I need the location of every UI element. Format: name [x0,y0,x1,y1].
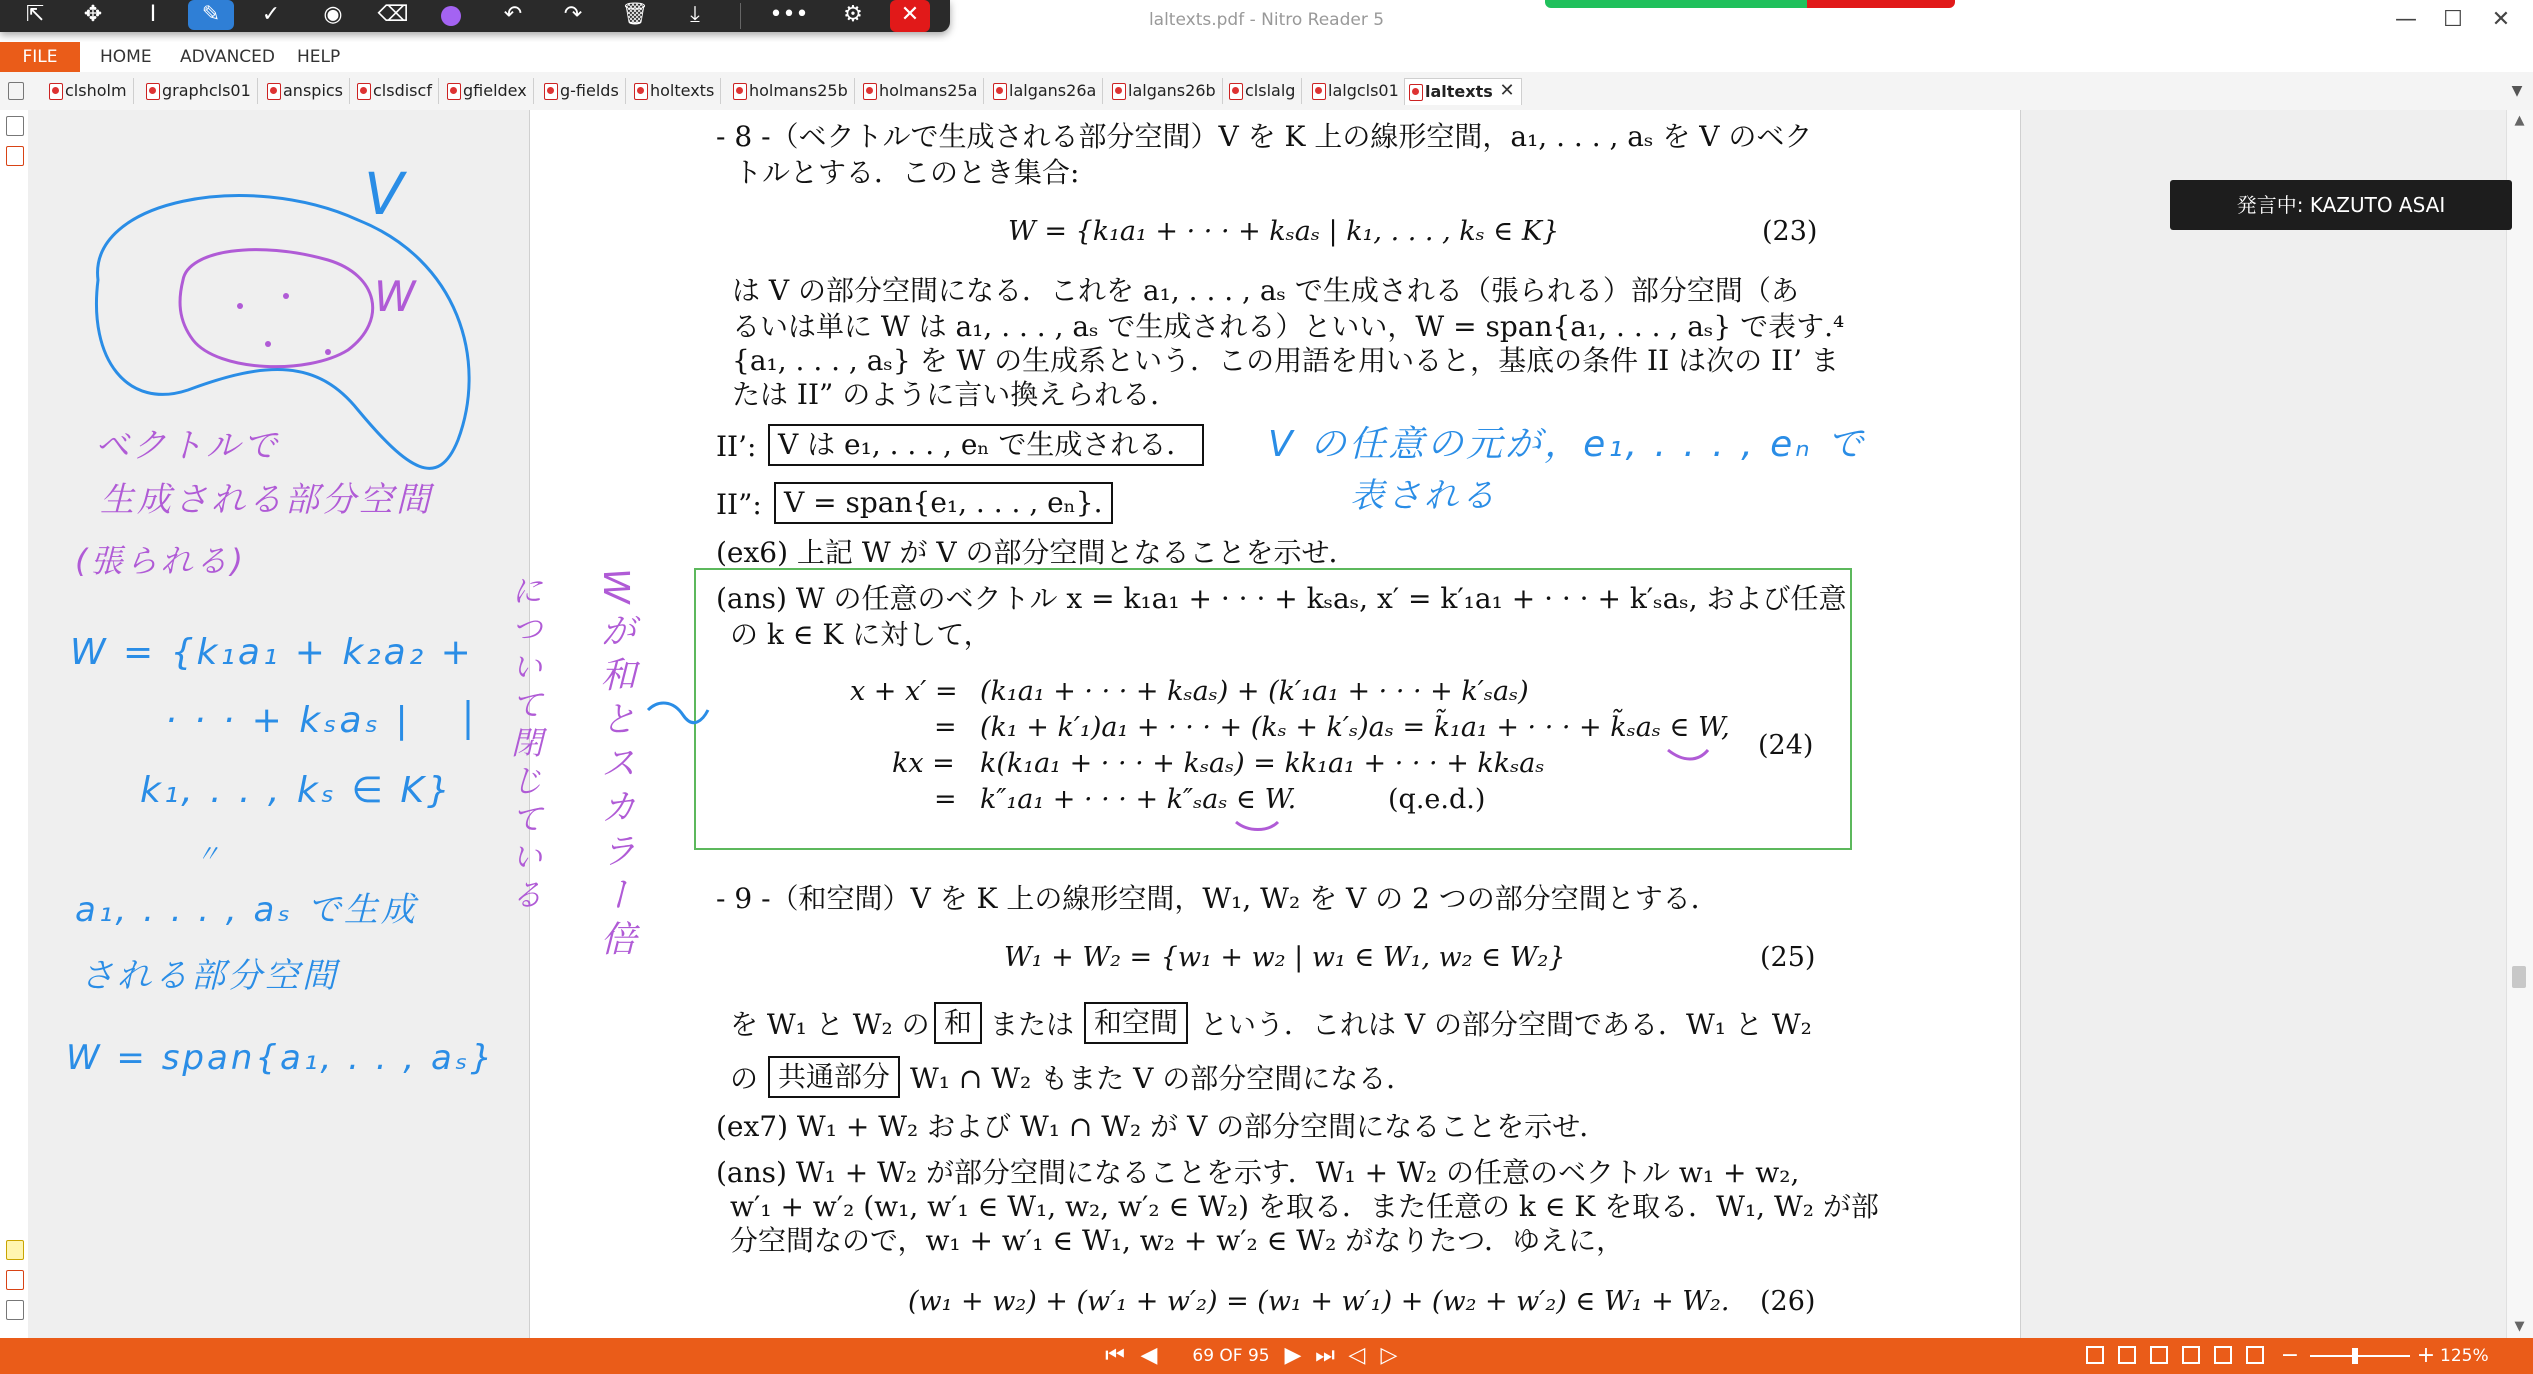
pdf-icon [1409,84,1423,101]
scroll-down-icon[interactable]: ▼ [2514,1319,2525,1334]
ink-note: W = {k₁a₁ + k₂a₂ + [70,632,474,673]
equation-24-lhs: x + x′ = [850,676,958,707]
tab-holmans25b[interactable]: holmans25b [729,78,855,104]
answer-line: 分空間なので，w₁ + w′₁ ∈ W₁, w₂ + w′₂ ∈ W₂ がなりたつ．ゆえに， [730,1224,1625,1257]
recording-indicator-green [1545,0,1807,8]
pdf-icon [993,83,1007,100]
fit-page-icon[interactable] [2214,1346,2232,1364]
pdf-icon [146,83,160,100]
ink-stroke [1668,750,1708,759]
tab-g-fields[interactable]: g-fields [540,78,626,104]
ink-note: W = span{a₁, . . , aₛ} [66,1038,496,1078]
toolbar-divider [740,3,741,29]
equation-24-lhs: kx = [892,748,955,779]
equation-24-rhs: k(k₁a₁ + · · · + kₛaₛ) = kk₁a₁ + · · · + kkₛaₛ [980,748,1545,779]
paragraph-line: るいは単に W は a₁, . . . , aₛ で生成される）といい，W = span{a₁, . . . , aₛ} で表す.⁴ [732,310,1845,343]
equation-26: (w₁ + w₂) + (w′₁ + w′₂) = (w₁ + w′₁) + (w₂ + w′₂) ∈ W₁ + W₂. [908,1286,1730,1317]
last-page-icon[interactable]: ⏭ [1315,1343,1335,1368]
ink-note: k₁, . . , kₛ ∈ K} [140,770,453,811]
recording-indicator-red [1807,0,1955,8]
equation-number-25: (25) [1760,942,1816,973]
pdf-icon [267,83,281,100]
zoom-out-icon[interactable]: − [2280,1343,2300,1368]
scrollbar-thumb[interactable] [2512,966,2526,988]
zoom-in-icon[interactable]: + [2416,1343,2436,1368]
tab-lalgans26a[interactable]: lalgans26a [989,78,1103,104]
tab-holmans25a[interactable]: holmans25a [859,78,984,104]
paragraph-line: W₁ ∩ W₂ もまた V の部分空間になる． [910,1062,1415,1095]
facing-continuous-view-icon[interactable] [2182,1346,2200,1364]
tab-lalgcls01[interactable]: lalgcls01 [1308,78,1406,104]
section-9-heading: - 9 -（和空間）V を K 上の線形空間，W₁, W₂ を V の 2 つの部分空間とする． [716,882,1719,915]
ink-stroke [1236,822,1278,830]
answer-line: w′₁ + w′₂ (w₁, w′₁ ∈ W₁, w₂, w′₂ ∈ W₂) を取る．また任意の k ∈ K を取る．W₁, W₂ が部 [730,1190,1879,1223]
equation-24-lhs: = [934,784,957,815]
ink-dot [283,293,289,299]
undo-icon[interactable]: ↶ [503,2,523,27]
paragraph-line: を W₁ と W₂ の [730,1008,930,1041]
condition-label: II”: [716,488,762,521]
ink-dot [265,341,271,347]
ink-note-vertical: について閉じている [506,574,544,916]
tab-lalgans26b[interactable]: lalgans26b [1108,78,1223,104]
continuous-view-icon[interactable] [2118,1346,2136,1364]
pdf-icon [863,83,877,100]
ink-note: (張られる) [75,542,246,580]
equation-number-26: (26) [1760,1286,1816,1317]
tab-clsholm[interactable]: clsholm [45,78,134,104]
download-icon[interactable]: ⤓ [690,2,700,27]
first-page-icon[interactable]: ⏮ [1105,1343,1125,1368]
redo-icon[interactable]: ↷ [563,2,583,27]
condition-label: II’: [716,430,757,463]
color-swatch[interactable] [441,6,461,26]
tab-clsdiscf[interactable]: clsdiscf [353,78,439,104]
ink-note: 表される [1350,476,1498,516]
previous-page-icon[interactable]: ◀ [1140,1343,1158,1368]
menu-home[interactable]: HOME [100,47,152,67]
ink-note-vertical: Wが和とスカラー倍 [595,568,636,964]
term-box: 和 [934,1002,982,1044]
vertical-scrollbar[interactable] [2506,110,2533,1338]
ink-stroke [180,250,373,367]
ink-note: · · · + kₛaₛ | [165,700,411,741]
tab-graphcls01[interactable]: graphcls01 [142,78,258,104]
ink-note: 〃 [196,840,223,868]
ink-note: 生成される部分空間 [100,480,433,520]
select-icon[interactable]: ⇱ [25,2,45,27]
ink-note: a₁, . . . , aₛ で生成 [75,890,418,930]
paragraph-line: という．これは V の部分空間である．W₁ と W₂ [1200,1008,1812,1041]
pdf-icon [1112,83,1126,100]
maximize-button[interactable]: ☐ [2443,7,2463,32]
trash-icon[interactable]: 🗑 [621,2,649,27]
ink-label-v: V [364,160,407,228]
menu-bar [0,42,2533,72]
layers-icon[interactable] [6,1300,24,1320]
equation-number-24: (24) [1758,730,1814,761]
ink-dot [237,303,243,309]
scroll-up-icon[interactable]: ▲ [2514,113,2525,128]
pdf-icon [544,83,558,100]
page-indicator[interactable]: 69 OF 95 [1192,1346,1270,1366]
section-8-heading: - 8 -（ベクトルで生成される部分空間）V を K 上の線形空間，a₁, . . . , aₛ を V のベク [716,120,1813,153]
highlighter-icon[interactable]: ◉ [323,2,343,27]
check-icon[interactable]: ✓ [261,2,281,27]
condition-box: V = span{e₁, . . . , eₙ}. [774,482,1113,524]
equation-24-rhs: (k₁a₁ + · · · + kₛaₛ) + (k′₁a₁ + · · · + k′ₛaₛ) [980,676,1529,707]
next-page-icon[interactable]: ▶ [1284,1343,1302,1368]
pdf-icon [634,83,648,100]
paragraph-line: たは II” のように言い換えられる． [732,378,1179,411]
pdf-icon [357,83,371,100]
term-box: 共通部分 [768,1056,900,1098]
move-icon[interactable]: ✥ [83,2,103,27]
pdf-icon [1312,83,1326,100]
bookmarks-icon[interactable] [6,116,24,136]
single-page-view-icon[interactable] [2086,1346,2104,1364]
speaking-indicator: 発言中: KAZUTO ASAI [2170,180,2512,230]
equation-24-lhs: = [934,712,957,743]
section-8-heading-cont: トルとする．このとき集合: [734,156,1080,189]
file-menu[interactable]: FILE [0,42,80,72]
zoom-slider-handle[interactable] [2352,1348,2358,1364]
pdf-icon [733,83,747,100]
term-box: 和空間 [1084,1002,1188,1044]
equation-number-23: (23) [1762,216,1818,247]
tab-laltexts[interactable]: laltexts [1404,78,1522,105]
equation-23: W = {k₁a₁ + · · · + kₛaₛ | k₁, . . . , kₛ ∈ K} [1008,216,1560,247]
pages-icon[interactable] [6,1270,24,1290]
paragraph-line: は V の部分空間になる．これを a₁, . . . , aₛ で生成される（張られる）部分空間（あ [732,274,1799,307]
ink-note: される部分空間 [80,956,339,996]
eraser-icon[interactable]: ⌫ [377,2,409,27]
window-title: laltexts.pdf - Nitro Reader 5 [1148,10,1385,30]
pen-icon[interactable]: ✎ [188,0,234,30]
pdf-icon [49,83,63,100]
ink-label-w: W [374,272,419,321]
menu-help[interactable]: HELP [297,47,341,67]
qed-mark: (q.e.d.) [1388,784,1486,815]
facing-view-icon[interactable] [2150,1346,2168,1364]
answer-line: (ans) W の任意のベクトル x = k₁a₁ + · · · + kₛaₛ, x′ = k′₁a₁ + · · · + k′ₛaₛ, および任意 [716,582,1847,615]
answer-line: (ans) W₁ + W₂ が部分空間になることを示す．W₁ + W₂ の任意のベクトル w₁ + w₂, [716,1156,1800,1189]
ink-note: ベクトルで [95,426,280,466]
zoom-slider[interactable] [2310,1355,2410,1357]
forward-view-icon[interactable]: ▷ [1380,1343,1398,1368]
menu-advanced[interactable]: ADVANCED [180,47,276,67]
page-icon[interactable] [8,82,24,100]
equation-25: W₁ + W₂ = {w₁ + w₂ | w₁ ∈ W₁, w₂ ∈ W₂} [1004,942,1566,973]
exercise-7: (ex7) W₁ + W₂ および W₁ ∩ W₂ が V の部分空間になることを示せ． [716,1110,1608,1143]
paragraph-line: の [730,1062,759,1095]
zoom-level[interactable]: 125% [2440,1346,2489,1366]
tab-clslalg[interactable]: clslalg [1225,78,1302,104]
tab-holtexts[interactable]: holtexts [630,78,721,104]
window-close-button[interactable]: ✕ [2491,7,2511,32]
ink-stroke [648,703,708,723]
close-tab-icon[interactable]: ✕ [1499,80,1515,101]
exercise-6: (ex6) 上記 W が V の部分空間となることを示せ． [716,536,1357,569]
tab-anspics[interactable]: anspics [263,78,350,104]
minimize-button[interactable]: — [2395,7,2417,32]
text-cursor-icon[interactable]: I [149,2,157,27]
answer-line: の k ∈ K に対して， [730,618,992,651]
ink-note: V の任意の元が，e₁, . . . , eₙ で [1268,424,1867,465]
user-settings-icon[interactable]: ⚙ [843,2,863,27]
paragraph-line: または [990,1008,1075,1041]
tab-gfieldex[interactable]: gfieldex [443,78,534,104]
comments-icon[interactable] [6,1240,24,1260]
pdf-icon [1229,83,1243,100]
close-icon[interactable]: ✕ [890,0,930,32]
paragraph-line: {a₁, . . . , aₛ} を W の生成系という．この用語を用いると，基底の条件 II は次の II’ ま [732,344,1839,377]
equation-24-rhs: k″₁a₁ + · · · + k″ₛaₛ ∈ W. [980,784,1297,815]
back-view-icon[interactable]: ◁ [1348,1343,1366,1368]
attachments-icon[interactable] [6,146,24,166]
ink-dot [325,349,331,355]
left-panel-rail [0,110,29,1338]
chevron-down-icon[interactable]: ▼ [2511,83,2523,99]
more-icon[interactable]: ••• [769,2,809,27]
condition-box: V は e₁, . . . , eₙ で生成される． [768,424,1204,466]
equation-24-rhs: (k₁ + k′₁)a₁ + · · · + (kₛ + k′ₛ)aₛ = k̃₁a₁ + · · · + k̃ₛaₛ ∈ W, [980,712,1730,743]
pdf-icon [447,83,461,100]
fit-width-icon[interactable] [2246,1346,2264,1364]
